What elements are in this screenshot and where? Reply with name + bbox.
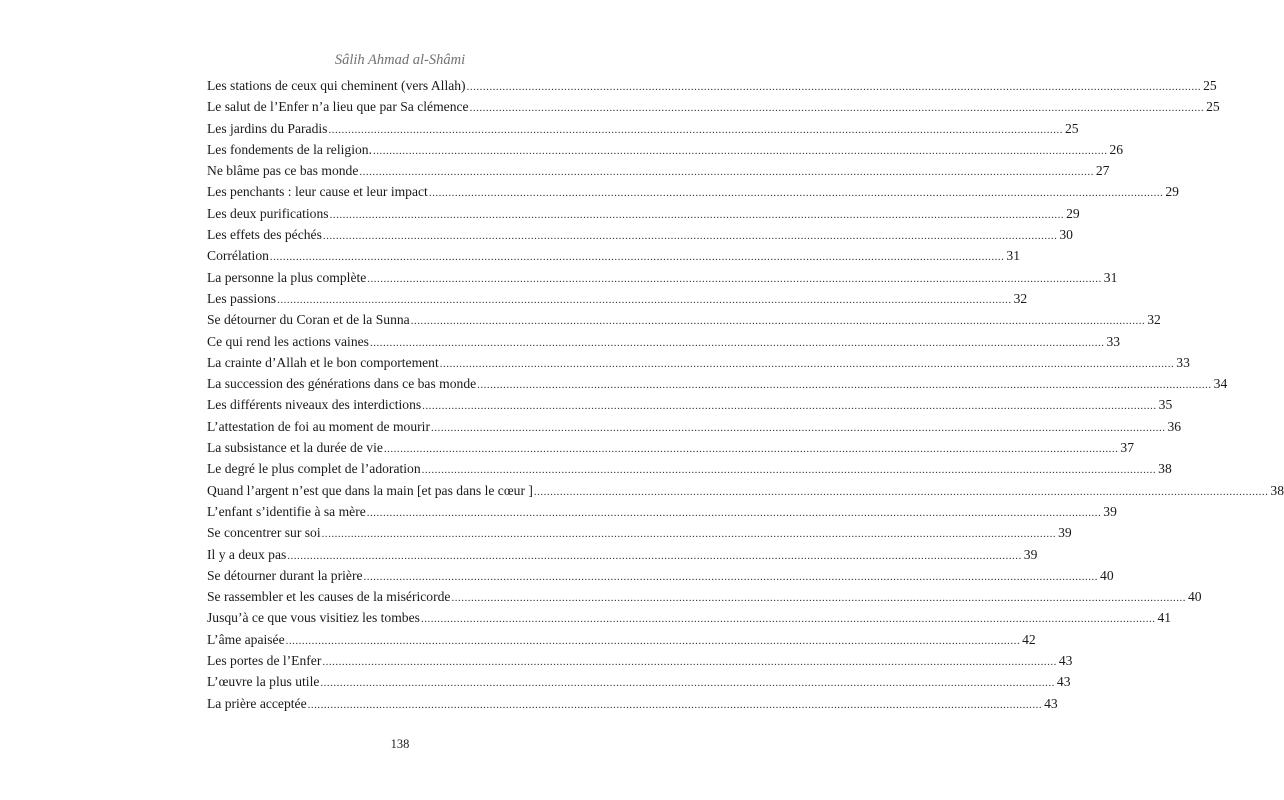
toc-dot-leader: [364, 571, 1099, 583]
toc-entry: [207, 418, 1182, 440]
toc-entry-page: 42: [1022, 631, 1036, 647]
toc-dot-leader: [308, 699, 1043, 711]
toc-entry-page: 25: [1064, 120, 1079, 136]
toc-entry-page: 38: [1158, 461, 1172, 477]
toc-entry-title: Se détourner durant la prière: [207, 567, 363, 583]
toc-entry: [207, 397, 1173, 418]
toc-dot-leader: [429, 187, 1164, 199]
toc-entry: [207, 589, 1202, 610]
toc-entry-page: 36: [1167, 418, 1182, 434]
toc-entry-page: 29: [1165, 184, 1179, 200]
page-number: 138: [390, 737, 410, 751]
toc-entry-page: 38: [1270, 482, 1284, 498]
toc-entry: [207, 269, 1118, 291]
toc-entry-title: Les fondements de la religion.: [207, 141, 372, 157]
toc-dot-leader: [451, 592, 1186, 604]
toc-dot-leader: [322, 656, 1057, 668]
toc-entry: [207, 674, 1071, 695]
toc-dot-leader: [270, 251, 1005, 263]
toc-entry-title: Les deux purifications: [207, 205, 329, 221]
toc-entry-page: 41: [1157, 610, 1172, 626]
toc-dot-leader: [287, 550, 1022, 562]
toc-entry-title: Le salut de l’Enfer n’a lieu que par Sa clémence: [207, 99, 469, 115]
toc-entry: [207, 205, 1080, 227]
toc-entry-title: La personne la plus complète: [207, 269, 367, 285]
toc-entry-title: Ce qui rend les actions vaines: [207, 333, 369, 349]
toc-dot-leader: [328, 124, 1063, 136]
toc-entry: [207, 610, 1172, 631]
toc-entry-page: 39: [1058, 525, 1072, 541]
toc-dot-leader: [330, 209, 1065, 221]
toc-entry: [207, 525, 1072, 546]
toc-entry: [207, 163, 1110, 184]
toc-dot-leader: [534, 486, 1269, 498]
toc-dot-leader: [422, 464, 1157, 476]
toc-entry: [207, 120, 1079, 142]
toc-dot-leader: [277, 294, 1012, 306]
toc-entry-title: L’œuvre la plus utile: [207, 674, 320, 690]
toc-entry-title: Il y a deux pas: [207, 546, 287, 562]
toc-entry-page: 35: [1158, 397, 1173, 413]
toc-dot-leader: [367, 507, 1102, 519]
toc-entry: [207, 546, 1038, 568]
toc-entry-page: 25: [1203, 78, 1217, 93]
toc-entry-page: 40: [1100, 567, 1114, 583]
toc-entry-title: La prière acceptée: [207, 695, 307, 711]
toc-entry-title: Les passions: [207, 290, 277, 306]
toc-entry-page: 29: [1066, 205, 1080, 221]
toc-entry-title: Ne blâme pas ce bas monde: [207, 163, 359, 179]
toc-entry-title: La subsistance et la durée de vie: [207, 440, 383, 456]
toc-dot-leader: [373, 145, 1108, 157]
toc-entry-title: Les jardins du Paradis: [207, 120, 328, 136]
toc-entry-page: 39: [1023, 546, 1038, 562]
toc-entry-title: Se détourner du Coran et de la Sunna: [207, 312, 410, 328]
toc-dot-leader: [421, 613, 1156, 625]
toc-entry-page: 43: [1058, 653, 1073, 669]
toc-entry-page: 30: [1059, 227, 1073, 243]
toc-dot-leader: [384, 443, 1119, 455]
toc-entry-page: 43: [1044, 695, 1058, 711]
toc-entry-title: L’enfant s’identifie à sa mère: [207, 503, 366, 519]
toc-entry: [207, 312, 1161, 333]
toc-entry-title: Jusqu’à ce que vous visitiez les tombes: [207, 610, 420, 626]
toc-entry: [207, 184, 1179, 205]
toc-dot-leader: [359, 166, 1094, 178]
toc-entry-title: Corrélation: [207, 248, 269, 264]
toc-entry-page: 32: [1013, 290, 1028, 306]
toc-entry-title: Les portes de l’Enfer: [207, 653, 322, 669]
toc-entry: [207, 461, 1172, 482]
toc-entry: [207, 354, 1190, 376]
toc-dot-leader: [367, 273, 1102, 285]
toc-entry: [207, 482, 1284, 504]
toc-entry-page: 27: [1095, 163, 1110, 179]
toc-entry-page: 37: [1120, 440, 1134, 456]
toc-entry-title: L’attestation de foi au moment de mourir: [207, 418, 430, 434]
toc-entry: [207, 631, 1036, 653]
toc-dot-leader: [323, 230, 1058, 242]
toc-entry-page: 34: [1213, 376, 1228, 392]
toc-dot-leader: [440, 358, 1175, 370]
toc-entry: [207, 695, 1058, 717]
toc-entry-title: Les stations de ceux qui cheminent (vers Allah): [207, 78, 466, 93]
toc-entry-title: L’âme apaisée: [207, 631, 285, 647]
table-of-contents: [207, 78, 1284, 717]
toc-dot-leader: [370, 337, 1105, 349]
toc-dot-leader: [286, 635, 1021, 647]
toc-dot-leader: [411, 315, 1146, 327]
toc-entry: [207, 99, 1220, 120]
toc-entry-page: 33: [1106, 333, 1121, 349]
toc-entry-page: 33: [1176, 354, 1190, 370]
toc-entry: [207, 290, 1028, 312]
toc-entry: [207, 78, 1217, 99]
toc-entry-title: Les penchants : leur cause et leur impact: [207, 184, 428, 200]
toc-entry-title: Les différents niveaux des interdictions: [207, 397, 422, 413]
running-head: Sâlih Ahmad al-Shâmi: [334, 52, 466, 68]
toc-entry: [207, 227, 1073, 248]
toc-dot-leader: [431, 422, 1166, 434]
toc-entry-page: 31: [1006, 248, 1021, 264]
toc-entry-page: 40: [1187, 589, 1202, 605]
toc-dot-leader: [322, 528, 1057, 540]
toc-entry: [207, 248, 1021, 269]
toc-dot-leader: [470, 102, 1205, 114]
toc-dot-leader: [467, 81, 1202, 93]
toc-entry-page: 26: [1109, 141, 1124, 157]
toc-entry: [207, 503, 1117, 525]
toc-entry-title: La crainte d’Allah et le bon comportement: [207, 354, 439, 370]
toc-entry: [207, 333, 1121, 355]
toc-entry-title: Les effets des péchés: [207, 227, 322, 243]
toc-entry: [207, 141, 1124, 163]
toc-dot-leader: [422, 400, 1157, 412]
toc-entry: [207, 376, 1228, 397]
toc-entry-title: Se rassembler et les causes de la miséricorde: [207, 589, 451, 605]
toc-entry-title: Le degré le plus complet de l’adoration: [207, 461, 421, 477]
toc-dot-leader: [477, 379, 1212, 391]
toc-entry-page: 32: [1147, 312, 1161, 328]
toc-entry-title: La succession des générations dans ce bas monde: [207, 376, 477, 392]
toc-entry-page: 31: [1103, 269, 1118, 285]
toc-entry: [207, 567, 1114, 589]
toc-dot-leader: [320, 677, 1055, 689]
toc-entry-page: 39: [1103, 503, 1117, 519]
toc-entry: [207, 440, 1134, 461]
toc-entry-page: 43: [1056, 674, 1071, 690]
toc-entry-title: Quand l’argent n’est que dans la main [et pas dans le cœur ]: [207, 482, 533, 498]
toc-entry: [207, 653, 1073, 674]
toc-entry-page: 25: [1206, 99, 1220, 115]
toc-entry-title: Se concentrer sur soi: [207, 525, 321, 541]
